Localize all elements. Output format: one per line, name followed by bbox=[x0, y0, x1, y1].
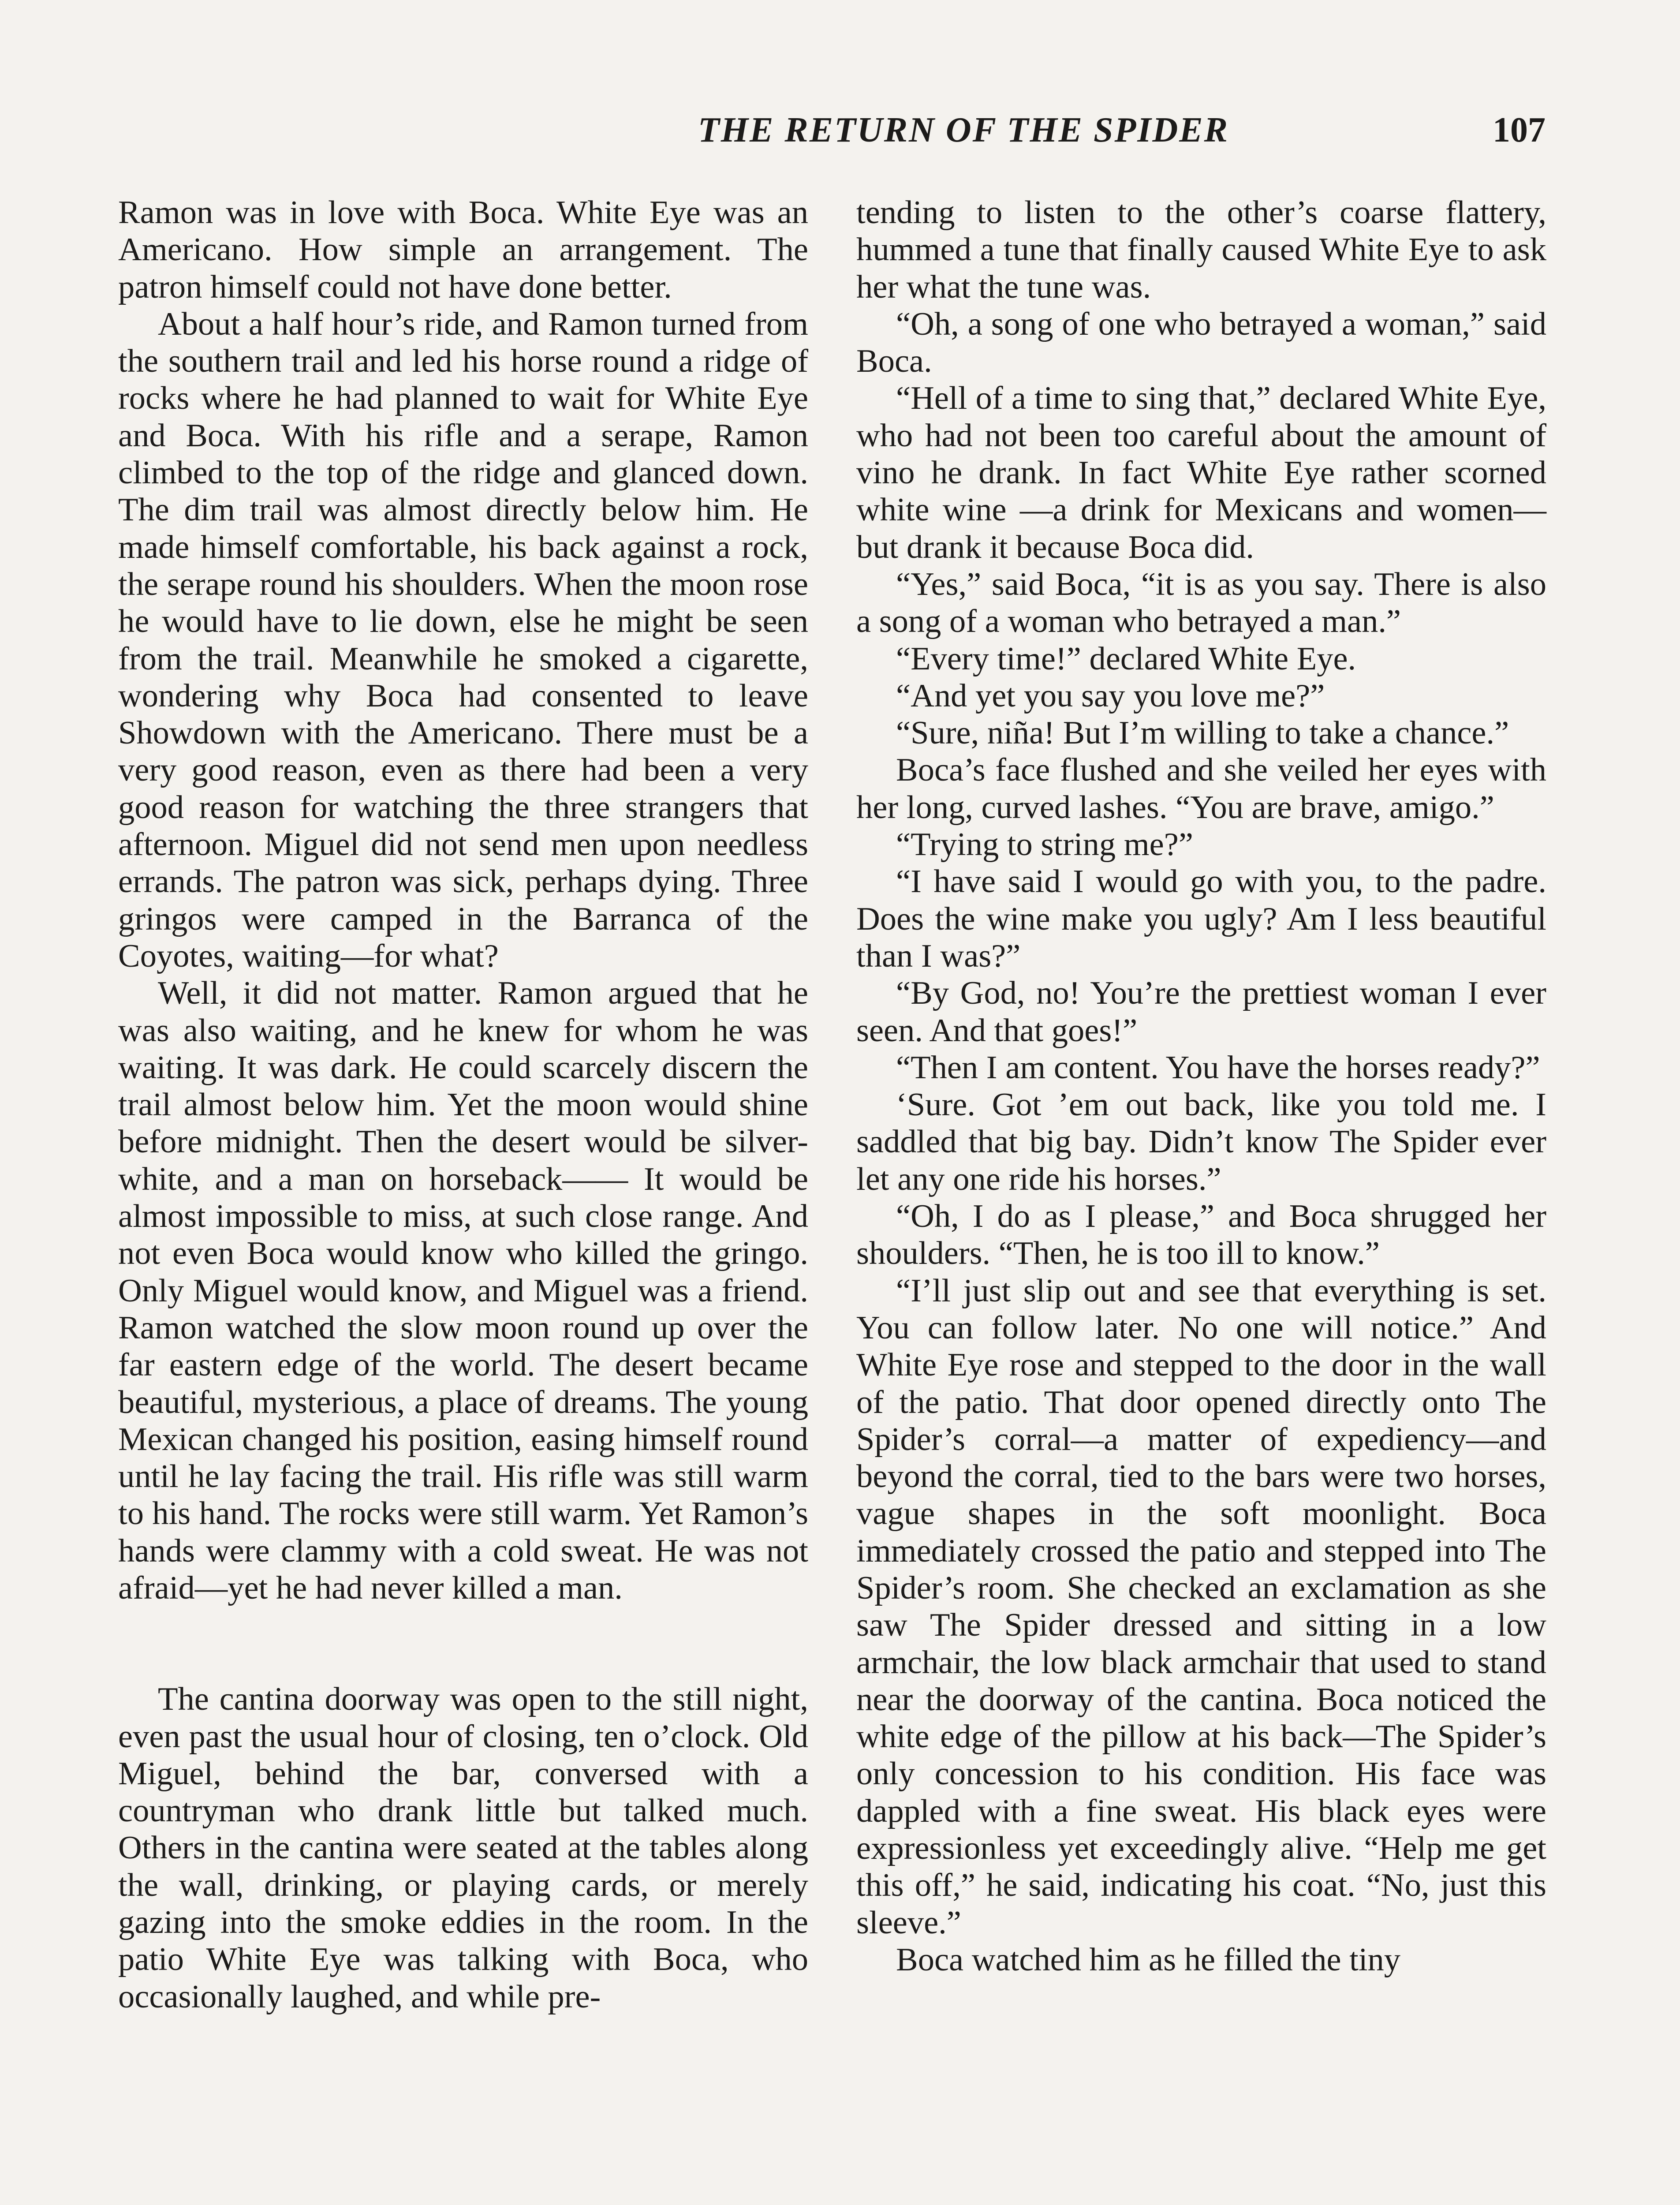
page-number: 107 bbox=[1493, 111, 1546, 149]
paragraph: Well, it did not matter. Ramon argued that he was also waiting, and he knew for whom he was waiting. It was dark. He could scarcely discern the trail almost below him. Yet the moon would shine before midnight. Then the desert would be silver-white, and a man on horseback—— It would be almost impossible to miss, at such close range. And not even Boca would know who killed the gringo. Only Miguel would know, and Miguel was a friend. Ramon watched the slow moon round up over the far eastern edge of the world. The desert became beautiful, mysterious, a place of dreams. The young Mexican changed his position, easing himself round until he lay facing the trail. His rifle was still warm to his hand. The rocks were still warm. Yet Ramon’s hands were clammy with a cold sweat. He was not afraid—yet he had never killed a man. bbox=[118, 975, 808, 1606]
left-column bbox=[118, 194, 808, 2015]
paragraph: Boca watched him as he filled the tiny bbox=[896, 1941, 1401, 1978]
paragraph: “Yes,” said Boca, “it is as you say. There is also a song of a woman who betrayed a man.” bbox=[856, 566, 1546, 640]
paragraph: “Hell of a time to sing that,” declared White Eye, who had not been too careful about the amount of vino he drank. In fact White Eye rather scorned white wine —a drink for Mexicans and women—but drank it because Boca did. bbox=[856, 380, 1546, 565]
paragraph: tending to listen to the other’s coarse flattery, hummed a tune that finally caused White Eye to ask her what the tune was. bbox=[856, 194, 1546, 305]
paragraph: “Then I am content. You have the horses ready?” bbox=[896, 1049, 1540, 1086]
paragraph: “Every time!” declared White Eye. bbox=[896, 640, 1356, 677]
paragraph: “By God, no! You’re the prettiest woman I ever seen. And that goes!” bbox=[856, 975, 1546, 1049]
page-header bbox=[123, 110, 1557, 168]
paragraph: About a half hour’s ride, and Ramon turned from the southern trail and led his horse round a ridge of rocks where he had planned to wait for White Eye and Boca. With his rifle and a serape, Ramon climbed to the top of the ridge and glanced down. The dim trail was almost directly below him. He made himself comfortable, his back against a rock, the serape round his shoulders. When the moon rose he would have to lie down, else he might be seen from the trail. Meanwhile he smoked a cigarette, wondering why Boca had consented to leave Showdown with the Americano. There must be a very good reason, even as there had been a very good reason for watching the three strangers that afternoon. Miguel did not send men upon needless errands. The patron was sick, perhaps dying. Three gringos were camped in the Barranca of the Coyotes, waiting—for what? bbox=[118, 306, 808, 974]
paragraph: ‘Sure. Got ’em out back, like you told me. I saddled that big bay. Didn’t know The Spider ever let any one ride his horses.” bbox=[856, 1087, 1546, 1197]
paragraph: “And yet you say you love me?” bbox=[896, 677, 1325, 714]
paragraph: “Oh, I do as I please,” and Boca shrugged her shoulders. “Then, he is too ill to know.” bbox=[856, 1198, 1546, 1272]
paragraph: “I have said I would go with you, to the padre. Does the wine make you ugly? Am I less beautiful than I was?” bbox=[856, 863, 1546, 974]
paragraph: Boca’s face flushed and she veiled her eyes with her long, curved lashes. “You are brave, amigo.” bbox=[856, 752, 1546, 826]
paragraph: “Oh, a song of one who betrayed a woman,” said Boca. bbox=[856, 306, 1546, 380]
paragraph: “Sure, niña! But I’m willing to take a chance.” bbox=[896, 715, 1509, 751]
paragraph: “I’ll just slip out and see that everything is set. You can follow later. No one will notice.” And White Eye rose and stepped to the door in the wall of the patio. That door opened directly onto The Spider’s corral—a matter of expediency—and beyond the corral, tied to the bars were two horses, vague shapes in the soft moonlight. Boca immediately crossed the patio and stepped into The Spider’s room. She checked an exclamation as she saw The Spider dressed and sitting in a low armchair, the low black armchair that used to stand near the doorway of the cantina. Boca noticed the white edge of the pillow at his back—The Spider’s only concession to his condition. His face was dappled with a fine sweat. His black eyes were expressionless yet exceedingly alive. “Help me get this off,” he said, indicating his coat. “No, just this sleeve.” bbox=[856, 1272, 1546, 1941]
paragraph: “Trying to string me?” bbox=[896, 826, 1193, 863]
paragraph: The cantina doorway was open to the still night, even past the usual hour of closing, ten o’clock. Old Miguel, behind the bar, conversed with a countryman who drank little but talked much. Others in the cantina were seated at the tables along the wall, drinking, or playing cards, or merely gazing into the smoke eddies in the room. In the patio White Eye was talking with Boca, who occasionally laughed, and while pre- bbox=[118, 1681, 808, 2015]
right-column bbox=[856, 194, 1546, 1978]
paragraph: Ramon was in love with Boca. White Eye was an Americano. How simple an arrangement. The patron himself could not have done better. bbox=[118, 194, 808, 305]
running-title: THE RETURN OF THE SPIDER bbox=[698, 111, 1229, 149]
